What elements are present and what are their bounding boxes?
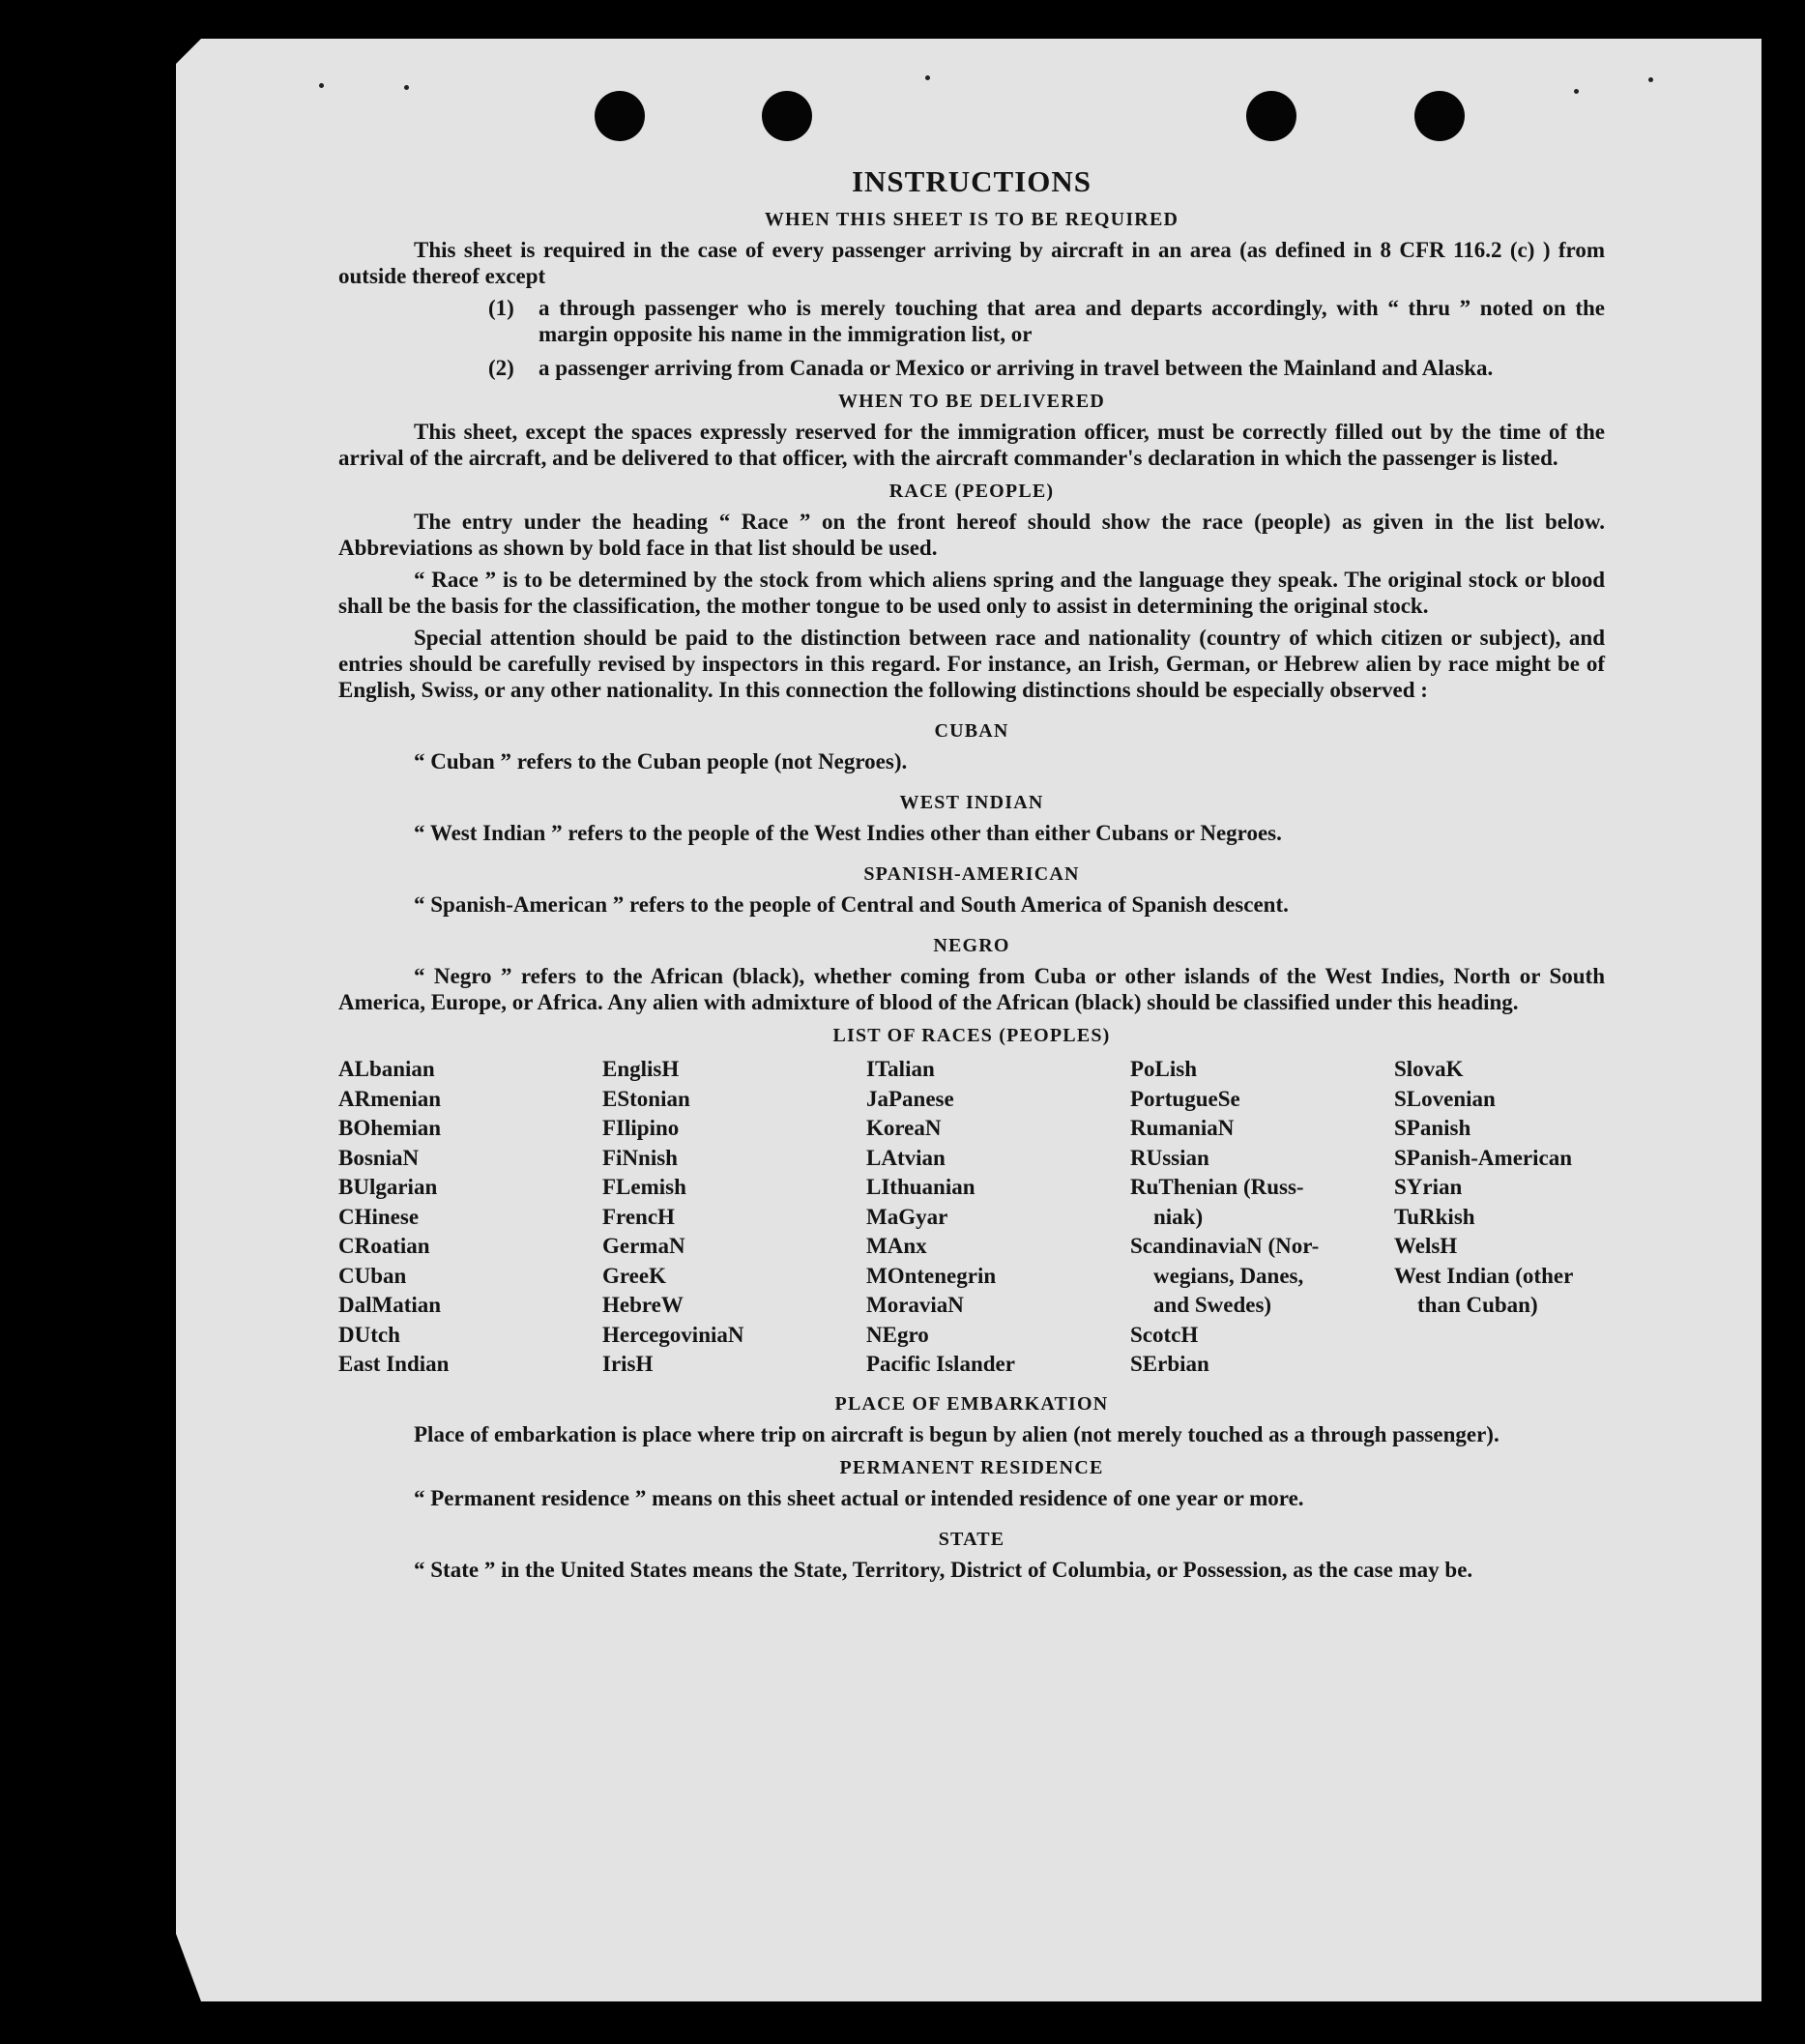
paragraph-embarkation: Place of embarkation is place where trip on aircraft is begun by alien (not merely touched as a through passenger). <box>414 1421 1499 1446</box>
paragraph-negro: “ Negro ” refers to the African (black), whether coming from Cuba or other islands of the West Indies, North or South America, Europe, or Africa. Any alien with admixture of blood of the African (black) should be classified under this heading. <box>338 964 1605 1014</box>
exception-number: (1) <box>488 296 514 320</box>
paragraph-spanish-american: “ Spanish-American ” refers to the people of Central and South America of Spanish descent. <box>414 892 1289 917</box>
race-item: SErbian <box>1130 1352 1209 1376</box>
paragraph-cuban: “ Cuban ” refers to the Cuban people (not Negroes). <box>414 749 908 774</box>
paragraph-when-required: This sheet is required in the case of every passenger arriving by aircraft in an area (as defined in 8 CFR 116.2 (c) ) from outside thereof except <box>338 238 1605 288</box>
race-item: CHinese <box>338 1204 420 1229</box>
race-item: Pacific Islander <box>866 1352 1015 1376</box>
race-item: wegians, Danes, <box>1153 1263 1304 1288</box>
race-item: KoreaN <box>866 1116 942 1140</box>
heading-when-delivered: WHEN TO BE DELIVERED <box>837 391 1106 412</box>
instructions-content <box>338 164 1605 1583</box>
race-item: RuThenian (Russ- <box>1130 1175 1304 1199</box>
race-item: FiNnish <box>602 1145 678 1170</box>
exceptions-list <box>338 295 1605 381</box>
race-item: ScotcH <box>1130 1322 1199 1347</box>
paragraph-when-delivered: This sheet, except the spaces expressly reserved for the immigration officer, must be correctly filled out by the time of the arrival of the aircraft, and be delivered to that officer, with the aircraft commander's declaration in which the passenger is listed. <box>338 420 1605 470</box>
races-column <box>602 1055 866 1380</box>
race-item: LAtvian <box>866 1145 946 1170</box>
paragraph-west-indian: “ West Indian ” refers to the people of the West Indies other than either Cubans or Negroes. <box>414 821 1282 845</box>
heading-residence: PERMANENT RESIDENCE <box>839 1456 1104 1478</box>
exception-item <box>338 295 1605 347</box>
paragraph-race-2: “ Race ” is to be determined by the stock from which aliens spring and the language they speak. The original stock or blood shall be the basis for the classification, the mother tongue to be used only to assist in determining the original stock. <box>338 568 1605 618</box>
race-item: ITalian <box>866 1057 935 1081</box>
heading-cuban: CUBAN <box>934 720 1009 742</box>
heading-when-required: WHEN THIS SHEET IS TO BE REQUIRED <box>764 209 1179 230</box>
race-item: BosniaN <box>338 1145 420 1170</box>
punch-hole <box>595 91 645 141</box>
race-item: WelsH <box>1394 1234 1458 1258</box>
heading-spanish-american: SPANISH-AMERICAN <box>863 863 1080 885</box>
paragraph-race-1: The entry under the heading “ Race ” on the front hereof should show the race (people) as given in the list below. Abbreviations as shown by bold face in that list should be used. <box>338 510 1605 560</box>
race-item: ScandinaviaN (Nor- <box>1130 1234 1320 1258</box>
race-item: FrencH <box>602 1204 675 1229</box>
race-item: PortugueSe <box>1130 1086 1240 1111</box>
race-item: MaGyar <box>866 1204 948 1229</box>
paragraph-residence: “ Permanent residence ” means on this sheet actual or intended residence of one year or more. <box>414 1485 1304 1510</box>
speck <box>1648 77 1653 82</box>
race-item: SYrian <box>1394 1175 1463 1199</box>
paragraph-state: “ State ” in the United States means the State, Territory, District of Columbia, or Possession, as the case may be. <box>414 1557 1473 1582</box>
page-title: INSTRUCTIONS <box>851 164 1092 198</box>
races-column <box>1394 1055 1605 1380</box>
race-item: SlovaK <box>1394 1057 1464 1081</box>
heading-race: RACE (PEOPLE) <box>888 481 1055 502</box>
race-item: and Swedes) <box>1153 1293 1272 1317</box>
exception-text: a through passenger who is merely touching that area and departs accordingly, with “ thru ” noted on the margin opposite his name in the immigration list, or <box>539 296 1605 346</box>
heading-list-of-races: LIST OF RACES (PEOPLES) <box>832 1025 1111 1046</box>
race-item: DUtch <box>338 1322 400 1347</box>
race-item: EnglisH <box>602 1057 680 1081</box>
races-list <box>338 1055 1605 1380</box>
race-item: BOhemian <box>338 1116 442 1140</box>
race-item: HercegoviniaN <box>602 1322 744 1347</box>
race-item: CUban <box>338 1263 407 1288</box>
race-item: LIthuanian <box>866 1175 975 1199</box>
race-item: IrisH <box>602 1352 654 1376</box>
race-item: RUssian <box>1130 1145 1209 1170</box>
race-item: EStonian <box>602 1086 690 1111</box>
speck <box>1574 89 1579 94</box>
exception-text: a passenger arriving from Canada or Mexico or arriving in travel between the Mainland and Alaska. <box>539 356 1494 380</box>
punch-hole <box>1246 91 1296 141</box>
race-item: SPanish <box>1394 1116 1471 1140</box>
race-item: JaPanese <box>866 1086 954 1111</box>
race-item: PoLish <box>1130 1057 1198 1081</box>
race-item: HebreW <box>602 1293 684 1317</box>
punch-hole <box>1414 91 1465 141</box>
heading-embarkation: PLACE OF EMBARKATION <box>834 1392 1109 1415</box>
race-item: ARmenian <box>338 1086 442 1111</box>
races-column <box>1130 1055 1394 1380</box>
race-item: NEgro <box>866 1322 929 1347</box>
race-item: GreeK <box>602 1263 666 1288</box>
race-item: MOntenegrin <box>866 1263 997 1288</box>
race-item: DalMatian <box>338 1293 442 1317</box>
speck <box>404 85 409 90</box>
races-column <box>338 1055 602 1380</box>
speck <box>925 75 930 80</box>
race-item: BUlgarian <box>338 1175 438 1199</box>
exception-item <box>338 355 1605 381</box>
race-item: RumaniaN <box>1130 1116 1235 1140</box>
heading-state: STATE <box>938 1528 1005 1550</box>
race-item: West Indian (other <box>1394 1263 1574 1288</box>
paragraph-race-3: Special attention should be paid to the distinction between race and nationality (country of which citizen or subject), and entries should be carefully revised by inspectors in this regard. For instance, an Irish, German, or Hebrew alien by race might be of English, Swiss, or any other nationality. In this connection the following distinctions should be especially observed : <box>338 626 1605 702</box>
race-item: niak) <box>1153 1204 1204 1229</box>
race-item: SPanish-American <box>1394 1145 1572 1170</box>
heading-negro: NEGRO <box>933 935 1010 956</box>
races-column <box>866 1055 1130 1380</box>
race-item: MoraviaN <box>866 1293 964 1317</box>
punch-hole <box>762 91 812 141</box>
race-item: FIlipino <box>602 1116 680 1140</box>
exception-number: (2) <box>488 356 514 380</box>
race-item: GermaN <box>602 1234 685 1258</box>
heading-west-indian: WEST INDIAN <box>899 792 1044 813</box>
speck <box>319 83 324 88</box>
race-item: East Indian <box>338 1352 450 1376</box>
race-item: TuRkish <box>1394 1204 1475 1229</box>
race-item: SLovenian <box>1394 1086 1496 1111</box>
race-item: ALbanian <box>338 1057 435 1081</box>
race-item: than Cuban) <box>1417 1293 1538 1317</box>
race-item: CRoatian <box>338 1234 430 1258</box>
race-item: MAnx <box>866 1234 927 1258</box>
race-item: FLemish <box>602 1175 686 1199</box>
